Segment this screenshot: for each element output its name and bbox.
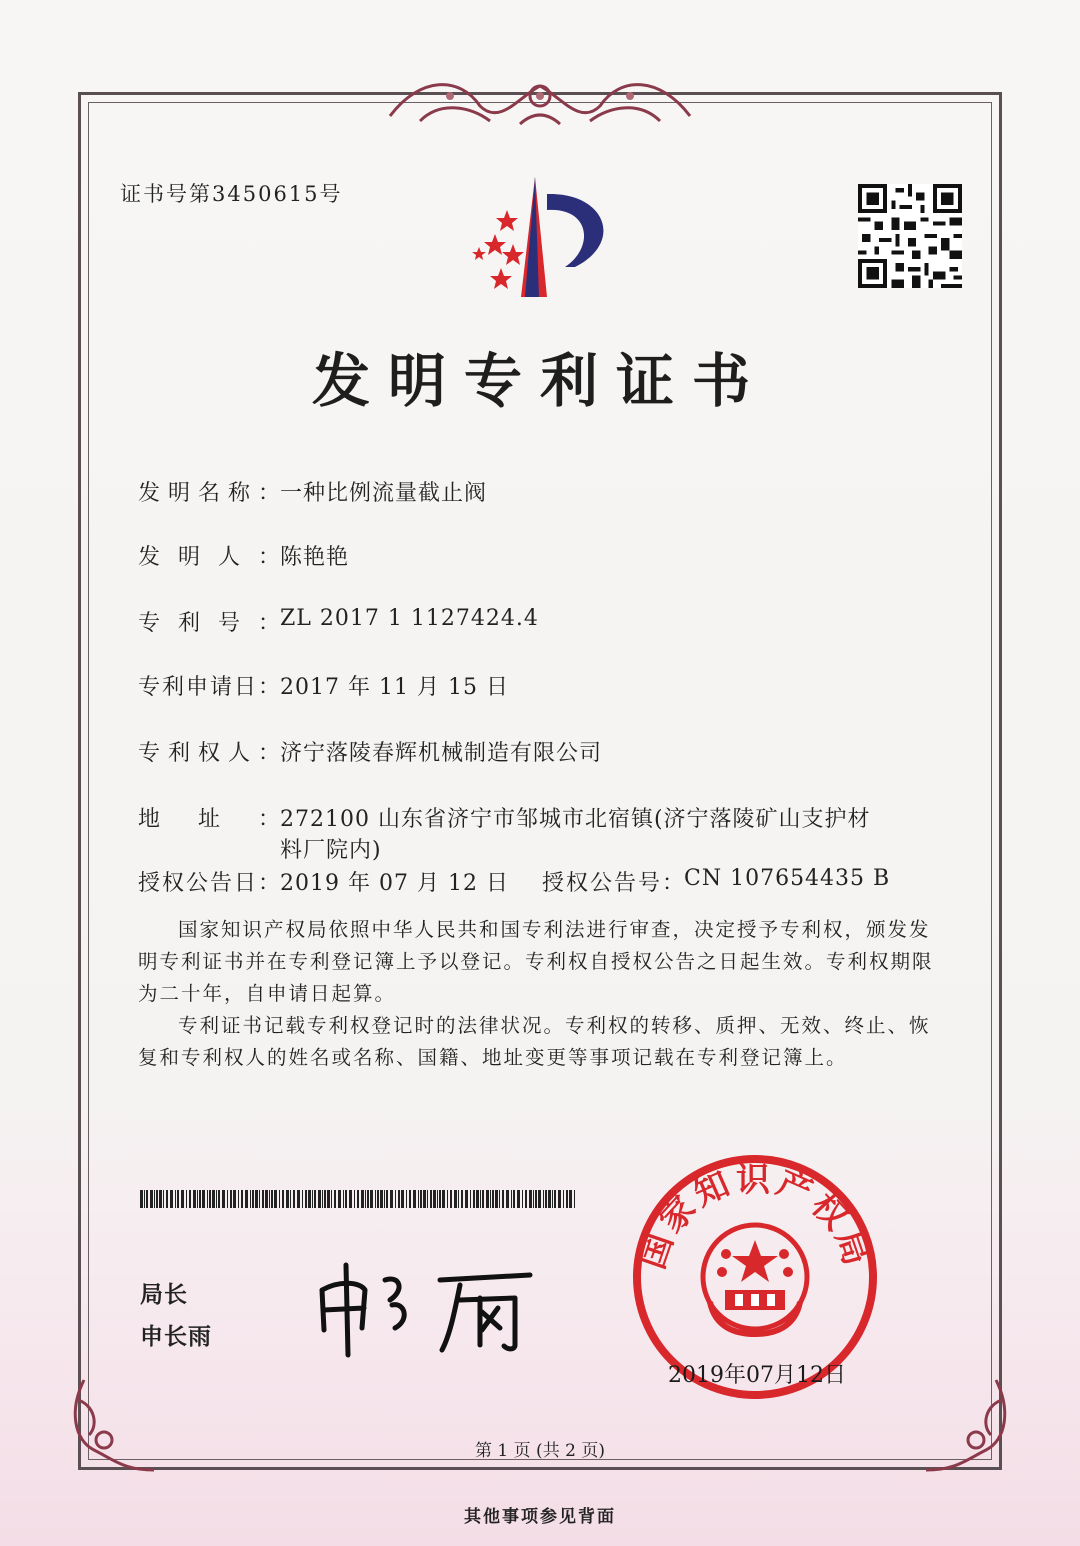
field-value: 2019 年 07 月 12 日 bbox=[280, 871, 509, 896]
barcode-bar bbox=[144, 1190, 145, 1208]
certificate-title: 发明专利证书 bbox=[311, 347, 768, 415]
barcode-bar bbox=[430, 1190, 432, 1208]
barcode-bar bbox=[545, 1190, 547, 1208]
barcode-bar bbox=[218, 1190, 220, 1208]
signatory-title: 局长 bbox=[140, 1282, 188, 1308]
barcode-bar bbox=[427, 1190, 428, 1208]
field-address bbox=[138, 802, 871, 864]
barcode-bar bbox=[476, 1190, 479, 1208]
field-label: 地址： bbox=[138, 807, 280, 832]
barcode-bar bbox=[538, 1190, 541, 1208]
barcode-bar bbox=[413, 1190, 416, 1208]
barcode-bar bbox=[433, 1190, 436, 1208]
page-indicator: 第 1 页 (共 2 页) bbox=[475, 1441, 605, 1461]
field-value: 2017 年 11 月 15 日 bbox=[280, 675, 509, 700]
field-patent-number bbox=[138, 606, 539, 637]
signatory-name: 申长雨 bbox=[140, 1324, 212, 1350]
barcode-bar bbox=[482, 1190, 484, 1208]
barcode-bar bbox=[552, 1190, 553, 1208]
barcode-bar bbox=[377, 1190, 379, 1208]
barcode-bar bbox=[166, 1190, 168, 1208]
barcode-bar bbox=[490, 1190, 491, 1208]
field-value: CN 107654435 B bbox=[684, 866, 891, 891]
barcode-bar bbox=[197, 1190, 198, 1208]
barcode-bar bbox=[465, 1190, 468, 1208]
barcode-bar bbox=[241, 1190, 243, 1208]
barcode-bar bbox=[349, 1190, 352, 1208]
barcode-bar bbox=[395, 1190, 396, 1208]
barcode-bar bbox=[420, 1190, 422, 1208]
barcode-bar bbox=[271, 1190, 273, 1208]
barcode-bar bbox=[558, 1190, 561, 1208]
field-patentee bbox=[138, 736, 602, 767]
barcode-bar bbox=[216, 1190, 217, 1208]
top-ornament bbox=[380, 66, 700, 132]
barcode-bar bbox=[345, 1190, 347, 1208]
barcode-bar bbox=[274, 1190, 277, 1208]
barcode-bar bbox=[199, 1190, 201, 1208]
barcode-bar bbox=[286, 1190, 289, 1208]
seal-date: 2019年07月12日 bbox=[668, 1363, 846, 1388]
barcode-bar bbox=[447, 1190, 448, 1208]
barcode-bar bbox=[522, 1190, 523, 1208]
field-value: 一种比例流量截止阀 bbox=[280, 481, 488, 506]
barcode-bar bbox=[442, 1190, 445, 1208]
barcode-bar bbox=[461, 1190, 463, 1208]
barcode-bar bbox=[357, 1190, 359, 1208]
barcode-bar bbox=[535, 1190, 537, 1208]
barcode-bar bbox=[322, 1190, 323, 1208]
barcode-bar bbox=[265, 1190, 268, 1208]
barcode-bar bbox=[543, 1190, 544, 1208]
barcode-bar bbox=[255, 1190, 258, 1208]
field-invention-name bbox=[138, 476, 487, 507]
barcode-bar bbox=[156, 1190, 158, 1208]
address-line-1: 272100 山东省济宁市邹城市北宿镇(济宁落陵矿山支护材 bbox=[280, 807, 871, 832]
barcode-bar bbox=[401, 1190, 404, 1208]
barcode-bar bbox=[297, 1190, 300, 1208]
field-label: 专利号： bbox=[138, 611, 280, 636]
barcode-bar bbox=[338, 1190, 341, 1208]
barcode-bar bbox=[384, 1190, 385, 1208]
barcode-bar bbox=[450, 1190, 452, 1208]
barcode-bar bbox=[437, 1190, 438, 1208]
field-label: 授权公告号： bbox=[542, 871, 684, 896]
barcode-bar bbox=[343, 1190, 344, 1208]
paragraph-grant-statement: 国家知识产权局依照中华人民共和国专利法进行审查，决定授予专利权，颁发发明专利证书并在专利登记簿上予以登记。专利权自授权公告之日起生效。专利权期限为二十年，自申请日起算。 bbox=[138, 918, 934, 1005]
field-value: 陈艳艳 bbox=[280, 545, 350, 570]
barcode-bar bbox=[189, 1190, 191, 1208]
barcode-bar bbox=[227, 1190, 228, 1208]
barcode-bar bbox=[269, 1190, 270, 1208]
barcode-bar bbox=[418, 1190, 419, 1208]
barcode-bar bbox=[506, 1190, 509, 1208]
barcode-bar bbox=[207, 1190, 208, 1208]
barcode-bar bbox=[209, 1190, 211, 1208]
barcode-bar bbox=[439, 1190, 441, 1208]
bottom-right-ornament bbox=[916, 1370, 1016, 1480]
barcode-bar bbox=[324, 1190, 326, 1208]
barcode-bar bbox=[574, 1190, 575, 1208]
barcode-bar bbox=[554, 1190, 556, 1208]
barcode-bar bbox=[305, 1190, 307, 1208]
barcode-bar bbox=[318, 1190, 321, 1208]
barcode-bar bbox=[499, 1190, 500, 1208]
barcode-bar bbox=[212, 1190, 215, 1208]
field-inventor bbox=[138, 540, 349, 571]
barcode-bar bbox=[302, 1190, 303, 1208]
bottom-left-ornament bbox=[64, 1370, 164, 1480]
barcode-bar bbox=[458, 1190, 459, 1208]
barcode-bar bbox=[486, 1190, 489, 1208]
field-value: 济宁落陵春辉机械制造有限公司 bbox=[280, 741, 603, 766]
barcode-bar bbox=[259, 1190, 260, 1208]
barcode-bar bbox=[423, 1190, 426, 1208]
barcode-bar bbox=[473, 1190, 475, 1208]
field-label: 专利申请日： bbox=[138, 675, 280, 700]
barcode-bar bbox=[154, 1190, 155, 1208]
certificate-number: 证书号第3450615号 bbox=[120, 182, 343, 206]
barcode-bar bbox=[250, 1190, 251, 1208]
barcode-bar bbox=[312, 1190, 313, 1208]
barcode-bar bbox=[308, 1190, 311, 1208]
field-value: ZL 2017 1 1127424.4 bbox=[280, 606, 539, 631]
barcode-bar bbox=[202, 1190, 205, 1208]
barcode-bar bbox=[470, 1190, 471, 1208]
address-line-2: 料厂院内) bbox=[280, 838, 382, 863]
barcode-bar bbox=[252, 1190, 254, 1208]
barcode-bar bbox=[238, 1190, 239, 1208]
barcode-bar bbox=[492, 1190, 494, 1208]
barcode-bar bbox=[146, 1190, 148, 1208]
barcode-bar bbox=[327, 1190, 330, 1208]
barcode-bar bbox=[140, 1190, 143, 1208]
cnipa-logo-icon bbox=[455, 172, 625, 302]
field-filing-date bbox=[138, 670, 509, 701]
barcode-bar bbox=[454, 1190, 457, 1208]
barcode-icon bbox=[140, 1190, 578, 1208]
barcode-bar bbox=[233, 1190, 236, 1208]
barcode-bar bbox=[517, 1190, 520, 1208]
barcode-bar bbox=[222, 1190, 225, 1208]
barcode-bar bbox=[354, 1190, 355, 1208]
barcode-bar bbox=[367, 1190, 369, 1208]
barcode-bar bbox=[375, 1190, 376, 1208]
barcode-bar bbox=[525, 1190, 527, 1208]
barcode-bar bbox=[245, 1190, 248, 1208]
barcode-bar bbox=[533, 1190, 534, 1208]
handwritten-signature bbox=[310, 1250, 550, 1360]
barcode-bar bbox=[390, 1190, 393, 1208]
barcode-bar bbox=[513, 1190, 515, 1208]
seal-text: 国家知识产权局 bbox=[632, 1159, 878, 1274]
barcode-bar bbox=[181, 1190, 184, 1208]
barcode-bar bbox=[409, 1190, 411, 1208]
barcode-bar bbox=[193, 1190, 196, 1208]
field-label: 发明名称： bbox=[138, 481, 280, 506]
footer-note: 其他事项参见背面 bbox=[464, 1507, 616, 1527]
barcode-bar bbox=[563, 1190, 564, 1208]
barcode-bar bbox=[159, 1190, 162, 1208]
barcode-bar bbox=[290, 1190, 291, 1208]
barcode-bar bbox=[314, 1190, 316, 1208]
barcode-bar bbox=[262, 1190, 264, 1208]
barcode-bar bbox=[386, 1190, 388, 1208]
barcode-bar bbox=[170, 1190, 173, 1208]
field-label: 发明人： bbox=[138, 545, 280, 570]
barcode-bar bbox=[279, 1190, 280, 1208]
qr-code-icon bbox=[858, 184, 962, 288]
barcode-bar bbox=[548, 1190, 551, 1208]
barcode-bar bbox=[293, 1190, 295, 1208]
barcode-bar bbox=[495, 1190, 498, 1208]
field-grant-pub-no bbox=[542, 866, 890, 897]
barcode-bar bbox=[365, 1190, 366, 1208]
barcode-bar bbox=[566, 1190, 568, 1208]
barcode-bar bbox=[186, 1190, 187, 1208]
barcode-bar bbox=[569, 1190, 572, 1208]
barcode-bar bbox=[175, 1190, 176, 1208]
barcode-bar bbox=[163, 1190, 164, 1208]
barcode-bar bbox=[177, 1190, 179, 1208]
barcode-bar bbox=[511, 1190, 512, 1208]
barcode-bar bbox=[502, 1190, 504, 1208]
barcode-bar bbox=[480, 1190, 481, 1208]
barcode-bar bbox=[282, 1190, 284, 1208]
national-emblem-icon bbox=[703, 1225, 807, 1334]
barcode-bar bbox=[230, 1190, 232, 1208]
field-label: 授权公告日： bbox=[138, 871, 280, 896]
barcode-bar bbox=[398, 1190, 400, 1208]
field-value bbox=[280, 802, 871, 864]
barcode-bar bbox=[361, 1190, 364, 1208]
barcode-bar bbox=[331, 1190, 332, 1208]
barcode-bar bbox=[370, 1190, 373, 1208]
field-grant-date bbox=[138, 866, 509, 897]
paragraph-legal-status: 专利证书记载专利权登记时的法律状况。专利权的转移、质押、无效、终止、恢复和专利权人的姓名或名称、国籍、地址变更等事项记载在专利登记簿上。 bbox=[138, 1014, 931, 1069]
field-label: 专利权人： bbox=[138, 741, 280, 766]
barcode-bar bbox=[334, 1190, 336, 1208]
barcode-bar bbox=[380, 1190, 383, 1208]
barcode-bar bbox=[406, 1190, 407, 1208]
barcode-bar bbox=[150, 1190, 153, 1208]
barcode-bar bbox=[529, 1190, 532, 1208]
